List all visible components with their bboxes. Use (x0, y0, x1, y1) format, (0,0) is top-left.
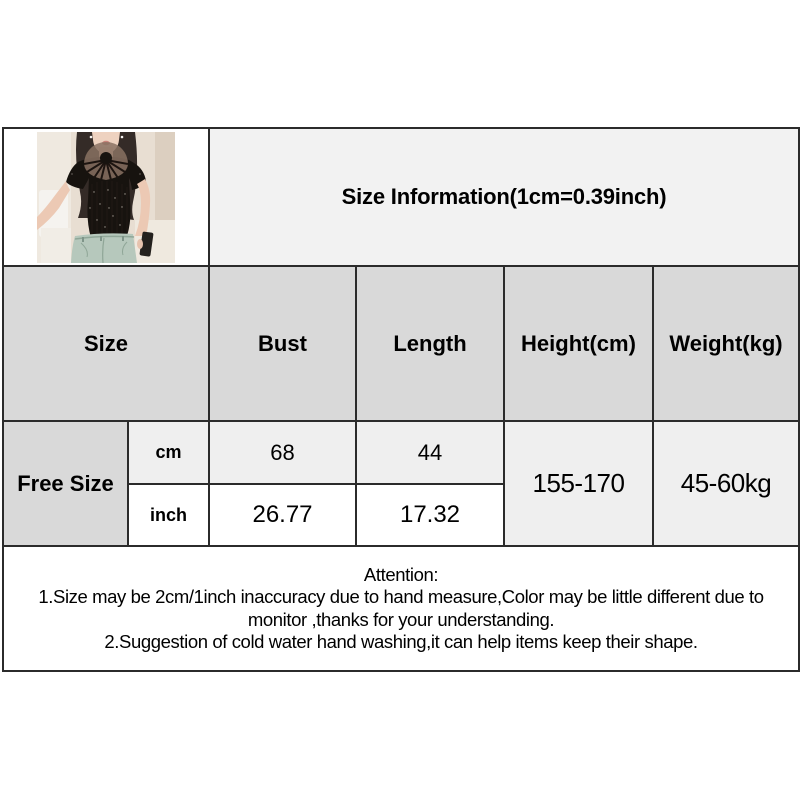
attention-heading: Attention: (363, 563, 439, 585)
col-header-weight: Weight(kg) (653, 266, 799, 421)
cell-free-size: Free Size (3, 421, 128, 546)
col-header-length: Length (356, 266, 504, 421)
cell-length-cm: 44 (356, 421, 504, 484)
size-chart-table (2, 127, 800, 672)
attention-line: monitor ,thanks for your understanding. (247, 608, 555, 630)
product-photo-illustration (37, 132, 175, 263)
cell-unit-cm: cm (128, 421, 209, 484)
col-header-size: Size (3, 266, 209, 421)
attention-note (3, 546, 799, 671)
product-photo (37, 132, 175, 263)
cm-row (3, 421, 799, 484)
cell-unit-inch: inch (128, 484, 209, 546)
header-row (3, 266, 799, 421)
col-header-bust: Bust (209, 266, 356, 421)
col-header-height: Height(cm) (504, 266, 653, 421)
cell-length-inch: 17.32 (356, 484, 504, 546)
attention-line: 2.Suggestion of cold water hand washing,it can help items keep their shape. (104, 631, 698, 652)
title-row (3, 128, 799, 266)
cell-weight-range: 45-60kg (653, 421, 799, 546)
attention-row (3, 546, 799, 671)
cell-bust-inch: 26.77 (209, 484, 356, 546)
size-info-title: Size Information(1cm=0.39inch) (209, 128, 799, 266)
product-photo-cell (3, 128, 209, 266)
attention-line: 1.Size may be 2cm/1inch inaccuracy due to hand measure,Color may be little different due to (38, 586, 764, 607)
cell-height-range: 155-170 (504, 421, 653, 546)
cell-bust-cm: 68 (209, 421, 356, 484)
